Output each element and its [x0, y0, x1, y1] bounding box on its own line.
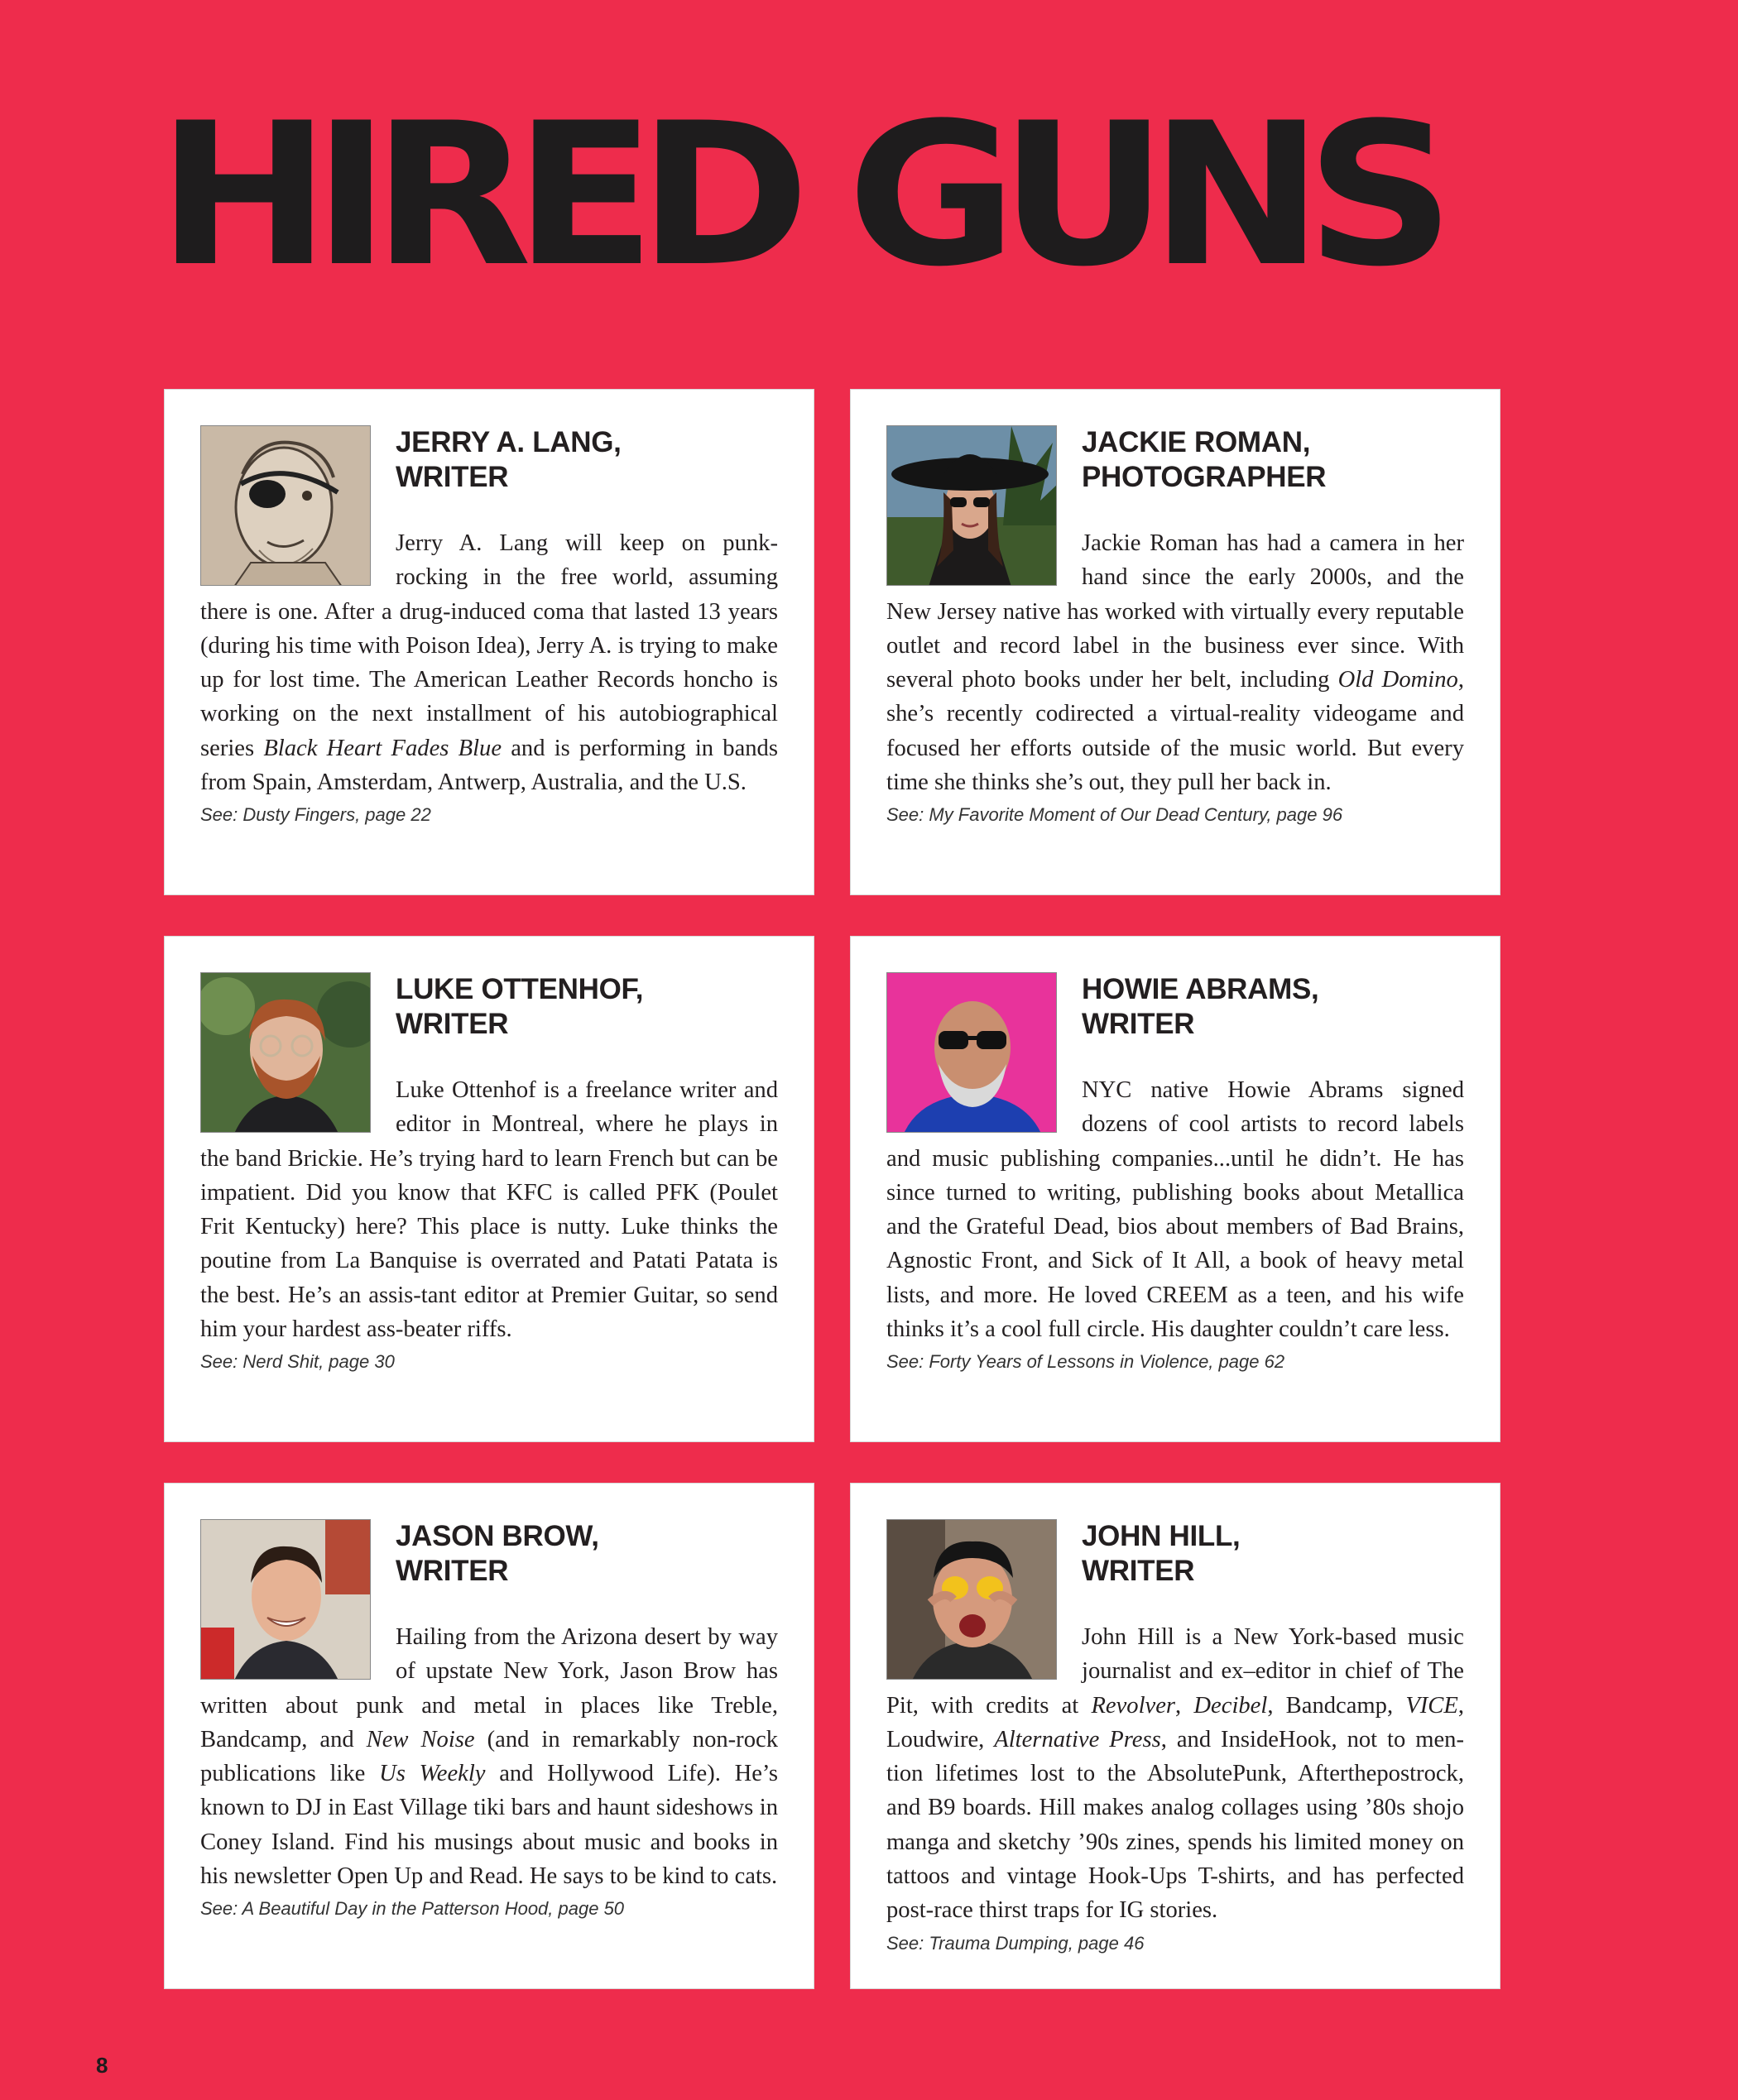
bio-italic-text: VICE	[1405, 1692, 1458, 1719]
contributor-photo	[886, 972, 1057, 1133]
bio-italic-text: Decibel	[1193, 1692, 1268, 1719]
page-number: 8	[96, 2053, 108, 2078]
see-reference: See: Forty Years of Lessons in Violence, page 62	[886, 1351, 1285, 1373]
bio-text: John Hill is a New York-based music journalist and ex–editor in chief of The Pit, with credits at	[886, 1624, 1464, 1719]
bio-text: , and InsideHook, not to men-tion lifetimes lost to the AbsolutePunk, Afterthepostrock, and B9 boards. Hill makes analog collages using ’80s shojo manga and sketchy ’90s zines, spends his limited money on tattoos and vintage Hook-Ups T-shirts, and has perfected post-race thirst traps for IG stories.	[886, 1726, 1464, 1924]
bio-text: ,	[1175, 1692, 1194, 1719]
contributor-card	[850, 936, 1500, 1442]
bio-text: NYC native Howie Abrams signed dozens of cool artists to record labels and music publishing companies...until he didn’t. He has since turned to writing, publishing books about Metallica and the Grateful Dead, bios about members of Bad Brains, Agnostic Front, and Sick of It All, a book of heavy metal lists, and more. He loved CREEM as a teen, and his wife thinks it’s a cool full circle. His daughter couldn’t care less.	[886, 1077, 1464, 1343]
bio-italic-text: New Noise	[366, 1726, 475, 1752]
bio-text: Jerry A. Lang will keep on punk-rocking in the free world, assuming there is one. After a drug-induced coma that lasted 13 years (during his time with Poison Idea), Jerry A. is trying to make up for lost time. The American Leather Records honcho is working on the next installment of his autobiographical series	[200, 530, 778, 761]
see-reference: See: A Beautiful Day in the Patterson Hood, page 50	[200, 1898, 625, 1920]
contributor-card	[850, 1483, 1500, 1989]
contributor-card	[164, 1483, 814, 1989]
bio-text: , Bandcamp,	[1267, 1692, 1406, 1719]
see-reference: See: Trauma Dumping, page 46	[886, 1932, 1145, 1954]
contributor-card	[850, 389, 1500, 895]
bio-italic-text: Alternative Press	[994, 1726, 1161, 1752]
contributor-name: HOWIE ABRAMS, WRITER	[1082, 973, 1319, 1040]
contributor-name: LUKE OTTENHOF, WRITER	[396, 973, 644, 1040]
contributor-name: JOHN HILL, WRITER	[1082, 1520, 1241, 1587]
contributor-name: JACKIE ROMAN, PHOTOGRAPHER	[1082, 426, 1327, 493]
contributor-name: JERRY A. LANG, WRITER	[396, 426, 622, 493]
page-title: HIRED GUNS	[157, 81, 1438, 310]
bio-text: , Loudwire,	[886, 1692, 1464, 1752]
bio-italic-text: Us Weekly	[379, 1761, 486, 1787]
bio-text: and is performing in bands from Spain, Amsterdam, Antwerp, Australia, and the U.S.	[200, 735, 778, 796]
bio-text: Jackie Roman has had a camera in her hand since the early 2000s, and the New Jersey native has worked with virtually every reputable outlet and record label in the business ever since. With several photo books under her belt, including	[886, 530, 1464, 693]
bio-text: Hailing from the Arizona desert by way of upstate New York, Jason Brow has written about punk and metal in places like Treble, Bandcamp, and	[200, 1624, 778, 1752]
bio-text: (and in remarkably non-rock publications like	[200, 1726, 778, 1787]
see-reference: See: Dusty Fingers, page 22	[200, 804, 431, 826]
contributor-photo	[200, 1519, 371, 1680]
contributor-card	[164, 936, 814, 1442]
see-reference: See: My Favorite Moment of Our Dead Century, page 96	[886, 804, 1343, 826]
contributor-photo	[886, 1519, 1057, 1680]
bio-text: Luke Ottenhof is a freelance writer and editor in Montreal, where he plays in the band Brickie. He’s trying hard to learn French but can be impatient. Did you know that KFC is called PFK (Poulet Frit Kentucky) here? This place is nutty. Luke thinks the poutine from La Banquise is overrated and Patati Patata is the best. He’s an assis-tant editor at Premier Guitar, so send him your hardest ass-beater riffs.	[200, 1077, 778, 1343]
contributor-card	[164, 389, 814, 895]
bio-italic-text: Black Heart Fades Blue	[263, 735, 502, 761]
contributor-photo	[200, 972, 371, 1133]
contributor-name: JASON BROW, WRITER	[396, 1520, 599, 1587]
bio-text: , she’s recently codirected a virtual-reality videogame and focused her efforts outside of the music world. But every time she thinks she’s out, they pull her back in.	[886, 667, 1464, 796]
contributor-photo-sketch	[200, 425, 371, 586]
contributor-photo	[886, 425, 1057, 586]
bio-italic-text: Revolver	[1091, 1692, 1176, 1719]
see-reference: See: Nerd Shit, page 30	[200, 1351, 395, 1373]
bio-text: and Hollywood Life). He’s known to DJ in East Village tiki bars and haunt sideshows in Coney Island. Find his musings about music and books in his newsletter Open Up and Read. He says to be kind to cats.	[200, 1761, 778, 1890]
bio-italic-text: Old Domino	[1337, 667, 1458, 693]
